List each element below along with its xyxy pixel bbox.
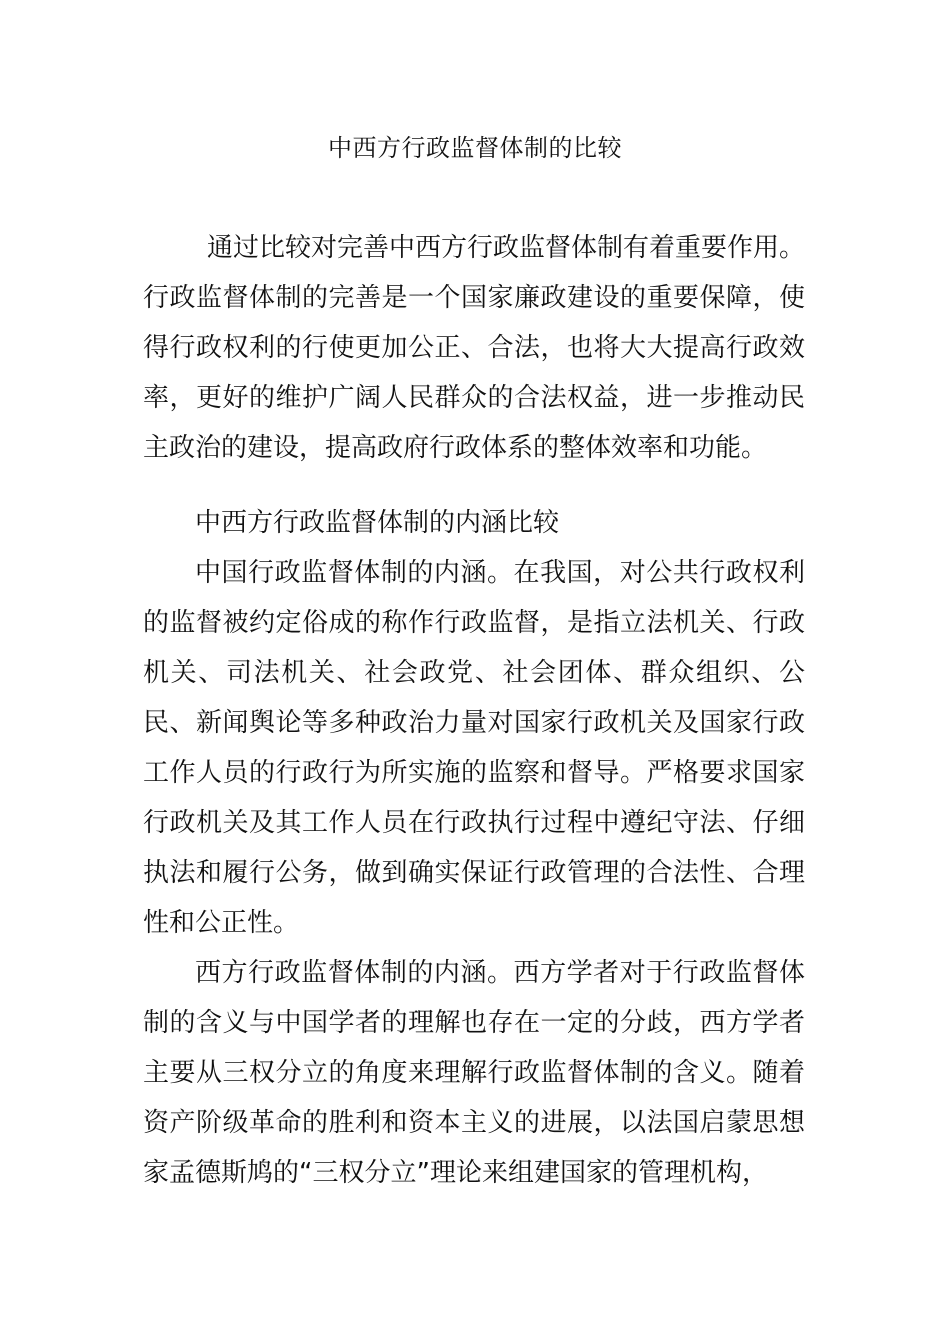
document-title: 中西方行政监督体制的比较 [328, 134, 622, 162]
comparison-section [143, 498, 805, 1198]
section-heading: 中西方行政监督体制的内涵比较 [195, 508, 560, 538]
intro-paragraph: 通过比较对完善中西方行政监督体制有着重要作用。行政监督体制的完善是一个国家廉政建设的重要保障，使得行政权利的行使更加公正、合法，也将大大提高行政效率，更好的维护广阔人民群众的合法权益，进一步推动民主政治的建设，提高政府行政体系的整体效率和功能。 [143, 233, 806, 463]
paragraph-china-definition: 中国行政监督体制的内涵。在我国，对公共行政权利的监督被约定俗成的称作行政监督，是指立法机关、行政机关、司法机关、社会政党、社会团体、群众组织、公民、新闻舆论等多种政治力量对国家行政机关及国家行政工作人员的行政行为所实施的监察和督导。严格要求国家行政机关及其工作人员在行政执行过程中遵纪守法、仔细执法和履行公务，做到确实保证行政管理的合法性、合理性和公正性。 [143, 558, 805, 938]
paragraph-west-definition: 西方行政监督体制的内涵。西方学者对于行政监督体制的含义与中国学者的理解也存在一定的分歧，西方学者主要从三权分立的角度来理解行政监督体制的含义。随着资产阶级革命的胜利和资本主义的进展，以法国启蒙思想家孟德斯鸠的“三权分立”理论来组建国家的管理机构， [143, 958, 805, 1188]
